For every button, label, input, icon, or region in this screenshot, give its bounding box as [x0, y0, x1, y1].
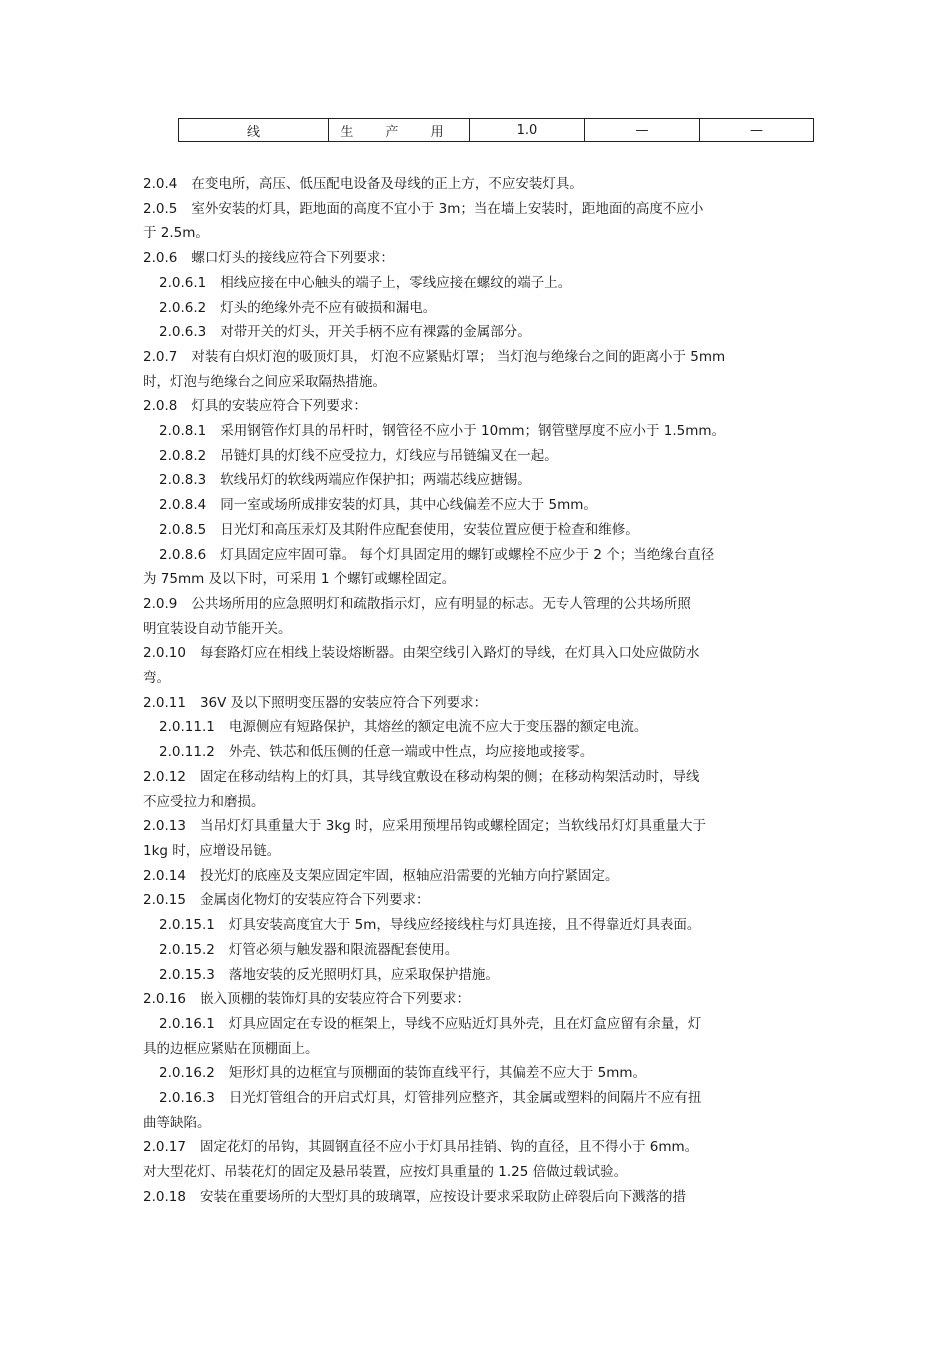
clause-2-0-4 [143, 172, 823, 197]
clause-text: 固定在移动结构上的灯具，其导线宜敷设在移动构架的侧；在移动构架活动时，导线 [199, 768, 700, 785]
clause-text: 固定花灯的吊钩，其圆钢直径不应小于灯具吊挂销、钩的直径，且不得小于 6mm。 [199, 1139, 699, 1156]
clause-text: 灯头的绝缘外壳不应有破损和漏电。 [220, 299, 437, 316]
clause-text: 室外安装的灯具，距地面的高度不宜小于 3m；当在墙上安装时，距地面的高度不应小 [191, 200, 704, 217]
clause-text: 落地安装的反光照明灯具，应采取保护措施。 [228, 966, 499, 983]
clause-text: 采用钢管作灯具的吊杆时，钢管径不应小于 10mm；钢管壁厚度不应小于 1.5mm。 [220, 423, 726, 440]
clause-text: 日光灯管组合的开启式灯具，灯管排列应整齐，其金属或塑料的间隔片不应有扭 [228, 1090, 702, 1107]
table-cell-dash-2: — [700, 119, 814, 142]
clause-2-0-14 [143, 864, 823, 889]
clause-number: 2.0.11 [143, 694, 186, 711]
clause-continuation [143, 1037, 823, 1062]
clause-text: 吊链灯具的灯线不应受拉力，灯线应与吊链编叉在一起。 [220, 447, 558, 464]
clause-number: 2.0.14 [143, 867, 186, 884]
clause-2-0-5 [143, 197, 823, 222]
clause-text: 日光灯和高压汞灯及其附件应配套使用，安装位置应便于检查和维修。 [220, 521, 639, 538]
clause-text: 弯。 [143, 670, 170, 687]
clause-continuation [143, 221, 823, 246]
clause-text: 灯具的安装应符合下列要求： [191, 398, 367, 415]
clause-number: 2.0.8.5 [159, 521, 207, 538]
clause-2-0-8-1 [143, 419, 823, 444]
clause-2-0-8-5 [143, 518, 823, 543]
document-body [143, 172, 823, 1210]
clause-2-0-12 [143, 765, 823, 790]
clause-continuation [143, 1111, 823, 1136]
clause-text: 嵌入顶棚的装饰灯具的安装应符合下列要求： [199, 991, 470, 1008]
clause-number: 2.0.9 [143, 595, 178, 612]
clause-text: 具的边框应紧贴在顶棚面上。 [143, 1040, 319, 1057]
clause-text: 灯管必须与触发器和限流器配套使用。 [228, 941, 459, 958]
clause-number: 2.0.6 [143, 250, 178, 267]
clause-number: 2.0.16.2 [159, 1065, 215, 1082]
clause-number: 2.0.8.2 [159, 447, 207, 464]
clause-text: 螺口灯头的接线应符合下列要求： [191, 250, 394, 267]
clause-text: 曲等缺陷。 [143, 1114, 211, 1131]
clause-2-0-9 [143, 592, 823, 617]
clause-2-0-6-1 [143, 271, 823, 296]
clause-2-0-8-2 [143, 444, 823, 469]
clause-number: 2.0.11.2 [159, 744, 215, 761]
clause-2-0-16-2 [143, 1061, 823, 1086]
clause-text: 公共场所用的应急照明灯和疏散指示灯，应有明显的标志。无专人管理的公共场所照 [191, 595, 691, 612]
clause-2-0-6 [143, 246, 823, 271]
clause-number: 2.0.11.1 [159, 719, 215, 736]
clause-2-0-15-3 [143, 963, 823, 988]
table-cell-type: 线 [179, 119, 329, 142]
clause-text: 外壳、铁芯和低压侧的任意一端或中性点，均应接地或接零。 [228, 744, 594, 761]
clause-number: 2.0.15.2 [159, 941, 215, 958]
clause-number: 2.0.15 [143, 892, 186, 909]
clause-2-0-18 [143, 1185, 823, 1210]
clause-2-0-10 [143, 641, 823, 666]
clause-text: 当吊灯灯具重量大于 3kg 时，应采用预埋吊钩或螺栓固定；当软线吊灯灯具重量大于 [199, 818, 707, 835]
clause-text: 1kg 时，应增设吊链。 [143, 842, 281, 859]
clause-2-0-15-2 [143, 938, 823, 963]
clause-text: 金属卤化物灯的安装应符合下列要求： [199, 892, 430, 909]
clause-text: 在变电所，高压、低压配电设备及母线的正上方，不应安装灯具。 [191, 176, 583, 192]
clause-text: 36V 及以下照明变压器的安装应符合下列要求： [199, 694, 488, 711]
clause-number: 2.0.5 [143, 200, 178, 217]
clause-number: 2.0.13 [143, 818, 186, 835]
clause-2-0-8-6 [143, 543, 823, 568]
clause-number: 2.0.8.6 [159, 546, 207, 563]
clause-text: 明宜装设自动节能开关。 [143, 620, 292, 637]
clause-2-0-16 [143, 987, 823, 1012]
clause-text: 为 75mm 及以下时，可采用 1 个螺钉或螺栓固定。 [143, 571, 456, 588]
clause-text: 灯具固定应牢固可靠。 每个灯具固定用的螺钉或螺栓不应少于 2 个；当绝缘台直径 [220, 546, 715, 563]
clause-number: 2.0.15.3 [159, 966, 215, 983]
clause-2-0-16-1 [143, 1012, 823, 1037]
clause-text: 于 2.5m。 [143, 225, 209, 242]
clause-number: 2.0.6.3 [159, 324, 207, 341]
clause-number: 2.0.10 [143, 645, 186, 662]
clause-2-0-6-2 [143, 296, 823, 321]
clause-continuation [143, 790, 823, 815]
clause-number: 2.0.16 [143, 991, 186, 1008]
clause-number: 2.0.12 [143, 768, 186, 785]
table-row [179, 119, 814, 142]
clause-text: 灯具应固定在专设的框架上，导线不应贴近灯具外壳，且在灯盒应留有余量，灯 [228, 1015, 702, 1032]
table-cell-dash-1: — [585, 119, 700, 142]
clause-number: 2.0.4 [143, 176, 178, 192]
clause-continuation [143, 666, 823, 691]
clause-2-0-17 [143, 1135, 823, 1160]
clause-continuation [143, 1160, 823, 1185]
clause-2-0-15-1 [143, 913, 823, 938]
clause-number: 2.0.6.2 [159, 299, 207, 316]
clause-number: 2.0.6.1 [159, 274, 207, 291]
table-cell-value: 1.0 [470, 119, 585, 142]
clause-2-0-16-3 [143, 1086, 823, 1111]
table-cell-usage: 生 产 用 [329, 119, 470, 142]
clause-2-0-8 [143, 394, 823, 419]
clause-number: 2.0.8.3 [159, 472, 207, 489]
clause-2-0-11 [143, 691, 823, 716]
clause-text: 矩形灯具的边框宜与顶棚面的装饰直线平行，其偏差不应大于 5mm。 [228, 1065, 647, 1082]
spec-table [178, 118, 814, 142]
clause-2-0-15 [143, 888, 823, 913]
clause-2-0-11-1 [143, 715, 823, 740]
clause-number: 2.0.7 [143, 348, 178, 365]
clause-number: 2.0.16.1 [159, 1015, 215, 1032]
clause-text: 电源侧应有短路保护，其熔丝的额定电流不应大于变压器的额定电流。 [228, 719, 648, 736]
clause-text: 同一室或场所成排安装的灯具，其中心线偏差不应大于 5mm。 [220, 497, 597, 514]
clause-text: 时，灯泡与绝缘台之间应采取隔热措施。 [143, 373, 386, 390]
clause-text: 对装有白炽灯泡的吸顶灯具， 灯泡不应紧贴灯罩； 当灯泡与绝缘台之间的距离小于 5mm [191, 348, 726, 365]
clause-number: 2.0.15.1 [159, 917, 215, 934]
clause-2-0-8-4 [143, 493, 823, 518]
clause-text: 软线吊灯的软线两端应作保护扣；两端芯线应搪锡。 [220, 472, 531, 489]
clause-text: 灯具安装高度宜大于 5m，导线应经接线柱与灯具连接，且不得靠近灯具表面。 [228, 917, 701, 934]
clause-continuation [143, 839, 823, 864]
clause-continuation [143, 567, 823, 592]
clause-text: 投光灯的底座及支架应固定牢固，枢轴应沿需要的光轴方向拧紧固定。 [199, 867, 619, 884]
clause-number: 2.0.17 [143, 1139, 186, 1156]
clause-text: 每套路灯应在相线上装设熔断器。由架空线引入路灯的导线，在灯具入口处应做防水 [199, 645, 700, 662]
clause-continuation [143, 617, 823, 642]
clause-text: 安装在重要场所的大型灯具的玻璃罩，应按设计要求采取防止碎裂后向下溅落的措 [199, 1188, 686, 1205]
clause-number: 2.0.8 [143, 398, 178, 415]
clause-2-0-11-2 [143, 740, 823, 765]
clause-text: 对大型花灯、吊装花灯的固定及悬吊装置，应按灯具重量的 1.25 倍做过载试验。 [143, 1164, 628, 1181]
clause-number: 2.0.8.1 [159, 423, 207, 440]
clause-text: 对带开关的灯头，开关手柄不应有裸露的金属部分。 [220, 324, 531, 341]
clause-number: 2.0.8.4 [159, 497, 207, 514]
clause-2-0-6-3 [143, 320, 823, 345]
clause-continuation [143, 370, 823, 395]
clause-2-0-7 [143, 345, 823, 370]
clause-number: 2.0.18 [143, 1188, 186, 1205]
clause-number: 2.0.16.3 [159, 1090, 215, 1107]
clause-text: 相线应接在中心触头的端子上，零线应接在螺纹的端子上。 [220, 274, 572, 291]
clause-2-0-13 [143, 814, 823, 839]
clause-text: 不应受拉力和磨损。 [143, 793, 265, 810]
clause-2-0-8-3 [143, 468, 823, 493]
